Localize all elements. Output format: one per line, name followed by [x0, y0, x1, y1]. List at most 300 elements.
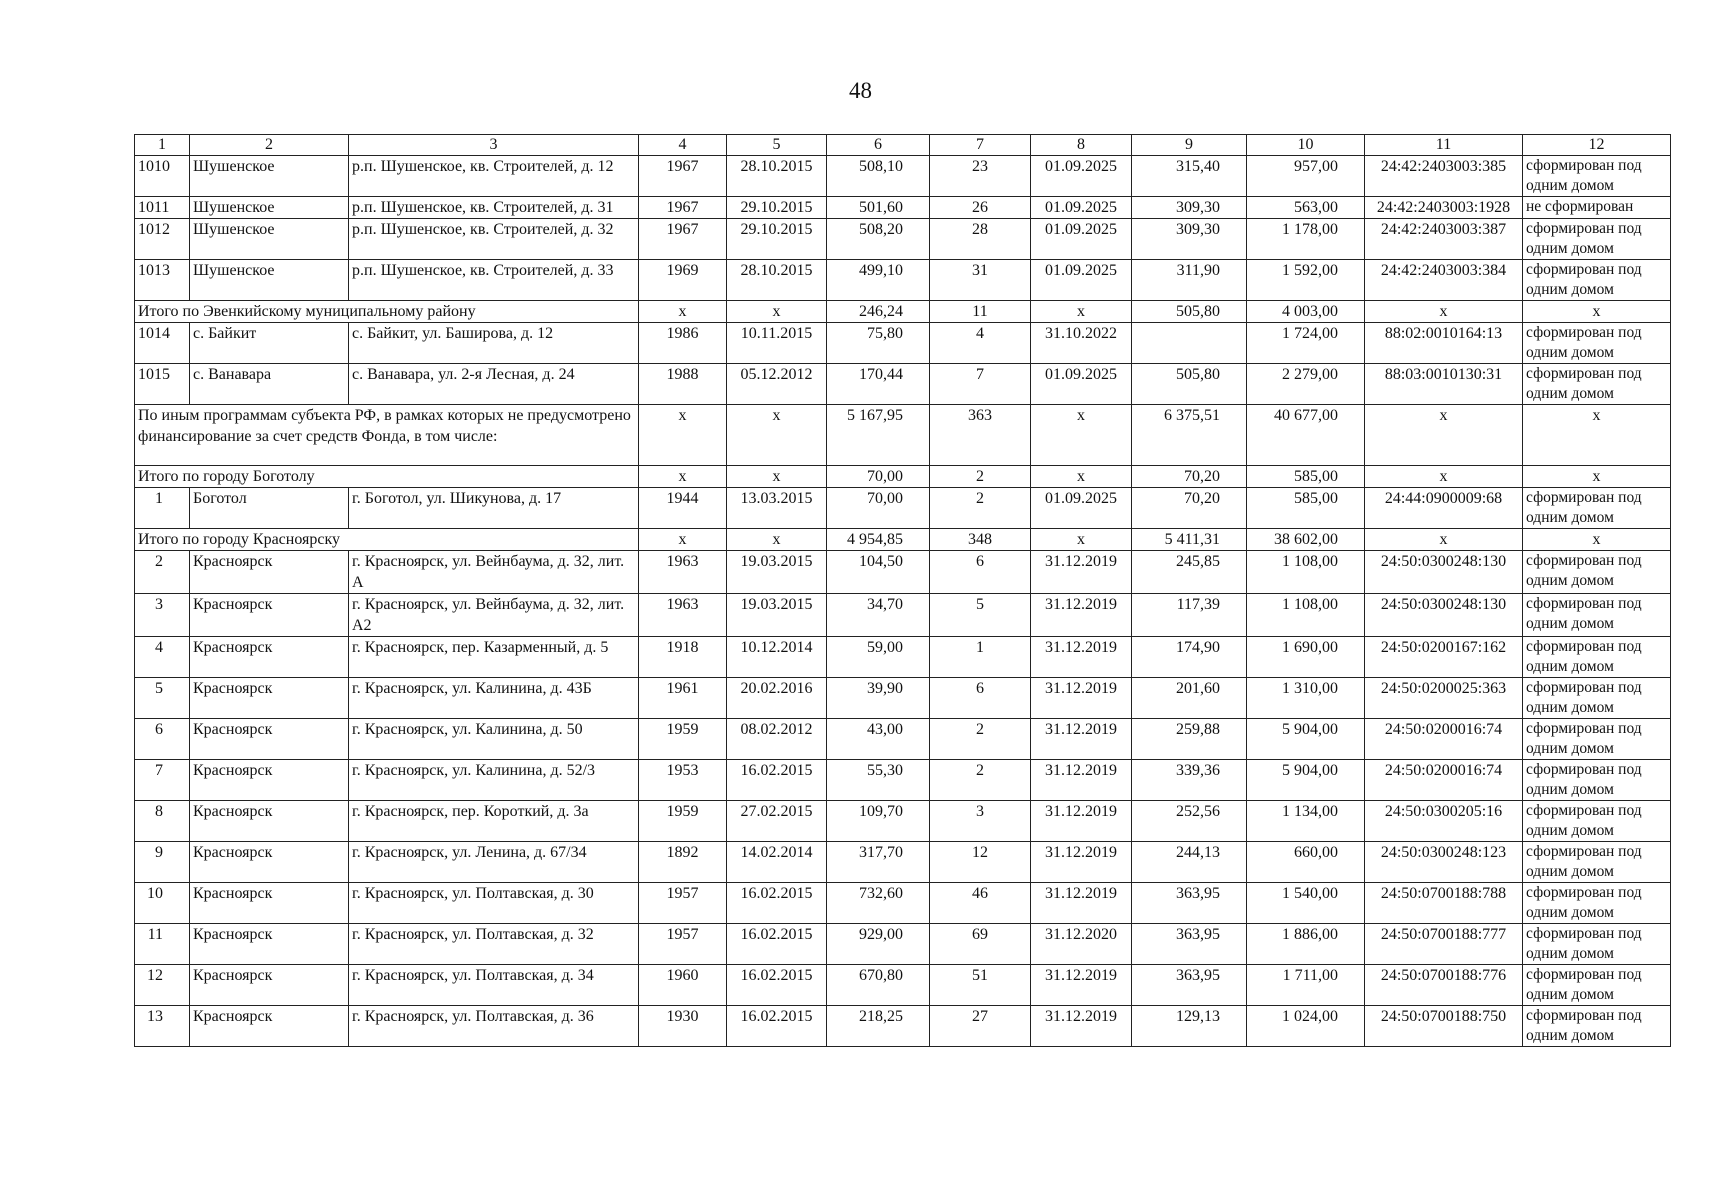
- table-cell: 26: [930, 197, 1031, 219]
- table-cell: 24:50:0200016:74: [1365, 760, 1523, 801]
- table-cell: 31.12.2019: [1031, 719, 1132, 760]
- table-cell: 31.12.2019: [1031, 1006, 1132, 1047]
- table-cell: 309,30: [1132, 197, 1247, 219]
- table-cell: 1986: [639, 323, 727, 364]
- table-cell: 1 310,00: [1247, 678, 1365, 719]
- table-cell: 31.12.2019: [1031, 965, 1132, 1006]
- table-cell: 1918: [639, 637, 727, 678]
- table-row: [135, 883, 1671, 924]
- table-cell: Красноярск: [190, 842, 349, 883]
- table-cell: 1963: [639, 551, 727, 594]
- table-cell: 1967: [639, 197, 727, 219]
- table-cell: 1960: [639, 965, 727, 1006]
- table-cell: 12: [930, 842, 1031, 883]
- table-cell: 363,95: [1132, 965, 1247, 1006]
- table-cell: 1014: [135, 323, 190, 364]
- table-cell: 174,90: [1132, 637, 1247, 678]
- table-cell: с. Байкит, ул. Баширова, д. 12: [349, 323, 639, 364]
- table-cell: 88:02:0010164:13: [1365, 323, 1523, 364]
- table-cell: Красноярск: [190, 924, 349, 965]
- table-row: [135, 197, 1671, 219]
- table-cell: 505,80: [1132, 364, 1247, 405]
- subtotal-label: Итого по городу Боготолу: [135, 466, 639, 488]
- table-cell: 3: [930, 801, 1031, 842]
- table-cell: 70,20: [1132, 466, 1247, 488]
- table-row: [135, 760, 1671, 801]
- table-cell: 6: [930, 678, 1031, 719]
- table-cell: 1963: [639, 594, 727, 637]
- table-cell: x: [727, 529, 827, 551]
- table-cell: 31.12.2019: [1031, 760, 1132, 801]
- table-cell: x: [1523, 529, 1671, 551]
- table-cell: 29.10.2015: [727, 219, 827, 260]
- table-cell: 339,36: [1132, 760, 1247, 801]
- table-cell: 4 954,85: [827, 529, 930, 551]
- table-cell: 1953: [639, 760, 727, 801]
- table-cell: 31.12.2019: [1031, 678, 1132, 719]
- table-cell: 24:42:2403003:384: [1365, 260, 1523, 301]
- table-cell: 1969: [639, 260, 727, 301]
- table-cell: 4 003,00: [1247, 301, 1365, 323]
- table-cell: сформирован под одним домом: [1523, 842, 1671, 883]
- column-number: 2: [190, 135, 349, 156]
- table-cell: 11: [930, 301, 1031, 323]
- table-cell: 05.12.2012: [727, 364, 827, 405]
- table-cell: 201,60: [1132, 678, 1247, 719]
- subtotal-row: [135, 405, 1671, 466]
- table-cell: 5 904,00: [1247, 760, 1365, 801]
- table-cell: 24:44:0900009:68: [1365, 488, 1523, 529]
- table-cell: 660,00: [1247, 842, 1365, 883]
- table-cell: 508,10: [827, 156, 930, 197]
- table-cell: x: [1031, 301, 1132, 323]
- table-cell: сформирован под одним домом: [1523, 323, 1671, 364]
- table-cell: г. Красноярск, пер. Казарменный, д. 5: [349, 637, 639, 678]
- table-cell: 1012: [135, 219, 190, 260]
- table-cell: 259,88: [1132, 719, 1247, 760]
- table-cell: 252,56: [1132, 801, 1247, 842]
- table-cell: 5: [135, 678, 190, 719]
- table-cell: 244,13: [1132, 842, 1247, 883]
- table-cell: 2: [930, 466, 1031, 488]
- table-cell: 4: [135, 637, 190, 678]
- table-cell: 69: [930, 924, 1031, 965]
- table-cell: 5: [930, 594, 1031, 637]
- table-cell: 01.09.2025: [1031, 260, 1132, 301]
- table-cell: 1988: [639, 364, 727, 405]
- table-cell: 29.10.2015: [727, 197, 827, 219]
- table-cell: 109,70: [827, 801, 930, 842]
- table-cell: 929,00: [827, 924, 930, 965]
- table-cell: г. Красноярск, ул. Калинина, д. 43Б: [349, 678, 639, 719]
- table-cell: 1 690,00: [1247, 637, 1365, 678]
- table-cell: 01.09.2025: [1031, 219, 1132, 260]
- table-cell: 317,70: [827, 842, 930, 883]
- table-cell: 8: [135, 801, 190, 842]
- table-row: [135, 156, 1671, 197]
- table-cell: 24:50:0700188:777: [1365, 924, 1523, 965]
- table-cell: Красноярск: [190, 551, 349, 594]
- subtotal-label: Итого по городу Красноярску: [135, 529, 639, 551]
- table-cell: 315,40: [1132, 156, 1247, 197]
- table-cell: 501,60: [827, 197, 930, 219]
- subtotal-row: [135, 529, 1671, 551]
- table-cell: 24:42:2403003:387: [1365, 219, 1523, 260]
- table-cell: 31.12.2020: [1031, 924, 1132, 965]
- table-cell: сформирован под одним домом: [1523, 156, 1671, 197]
- table-cell: 1 024,00: [1247, 1006, 1365, 1047]
- table-cell: 7: [135, 760, 190, 801]
- table-cell: 20.02.2016: [727, 678, 827, 719]
- table-cell: Боготол: [190, 488, 349, 529]
- table-cell: Красноярск: [190, 719, 349, 760]
- table-cell: 1: [930, 637, 1031, 678]
- table-cell: р.п. Шушенское, кв. Строителей, д. 32: [349, 219, 639, 260]
- table-cell: г. Красноярск, пер. Короткий, д. 3а: [349, 801, 639, 842]
- table-cell: 55,30: [827, 760, 930, 801]
- table-cell: 957,00: [1247, 156, 1365, 197]
- table-cell: 01.09.2025: [1031, 197, 1132, 219]
- column-number: 3: [349, 135, 639, 156]
- table-cell: 31.12.2019: [1031, 883, 1132, 924]
- table-cell: x: [1031, 405, 1132, 466]
- table-cell: x: [639, 301, 727, 323]
- table-cell: 70,20: [1132, 488, 1247, 529]
- table-cell: Красноярск: [190, 965, 349, 1006]
- table-cell: 28.10.2015: [727, 156, 827, 197]
- table-cell: 38 602,00: [1247, 529, 1365, 551]
- table-cell: [1132, 323, 1247, 364]
- table-cell: x: [727, 405, 827, 466]
- table-cell: 31.10.2022: [1031, 323, 1132, 364]
- table-cell: 348: [930, 529, 1031, 551]
- table-cell: 46: [930, 883, 1031, 924]
- table-cell: 10.12.2014: [727, 637, 827, 678]
- table-cell: р.п. Шушенское, кв. Строителей, д. 12: [349, 156, 639, 197]
- table-cell: сформирован под одним домом: [1523, 883, 1671, 924]
- table-cell: 31.12.2019: [1031, 551, 1132, 594]
- page-number: 48: [849, 78, 872, 103]
- table-cell: сформирован под одним домом: [1523, 760, 1671, 801]
- table-cell: 31.12.2019: [1031, 801, 1132, 842]
- table-row: [135, 260, 1671, 301]
- table-cell: 59,00: [827, 637, 930, 678]
- table-cell: 6: [930, 551, 1031, 594]
- table-cell: 31.12.2019: [1031, 842, 1132, 883]
- table-cell: x: [1365, 301, 1523, 323]
- table-cell: 24:50:0300248:130: [1365, 551, 1523, 594]
- table-row: [135, 842, 1671, 883]
- table-cell: 6: [135, 719, 190, 760]
- table-cell: 34,70: [827, 594, 930, 637]
- table-row: [135, 1006, 1671, 1047]
- table-cell: 51: [930, 965, 1031, 1006]
- table-cell: 1010: [135, 156, 190, 197]
- table-cell: сформирован под одним домом: [1523, 219, 1671, 260]
- table-cell: сформирован под одним домом: [1523, 488, 1671, 529]
- table-cell: Красноярск: [190, 1006, 349, 1047]
- table-cell: 1930: [639, 1006, 727, 1047]
- table-cell: сформирован под одним домом: [1523, 594, 1671, 637]
- table-cell: 7: [930, 364, 1031, 405]
- table-cell: сформирован под одним домом: [1523, 801, 1671, 842]
- column-number: 1: [135, 135, 190, 156]
- table-cell: 16.02.2015: [727, 1006, 827, 1047]
- table-cell: 24:50:0300248:123: [1365, 842, 1523, 883]
- housing-table: [134, 134, 1671, 1047]
- table-cell: не сформирован: [1523, 197, 1671, 219]
- table-cell: x: [1031, 466, 1132, 488]
- table-cell: 16.02.2015: [727, 883, 827, 924]
- table-cell: 563,00: [1247, 197, 1365, 219]
- table-cell: 9: [135, 842, 190, 883]
- table-cell: 01.09.2025: [1031, 488, 1132, 529]
- table-cell: 2: [930, 488, 1031, 529]
- table-cell: 1957: [639, 883, 727, 924]
- table-cell: x: [727, 466, 827, 488]
- table-cell: 70,00: [827, 466, 930, 488]
- table-row: [135, 924, 1671, 965]
- table-cell: 1 178,00: [1247, 219, 1365, 260]
- table-cell: 24:50:0700188:788: [1365, 883, 1523, 924]
- table-cell: 14.02.2014: [727, 842, 827, 883]
- table-cell: 1 540,00: [1247, 883, 1365, 924]
- table-cell: 1 724,00: [1247, 323, 1365, 364]
- table-row: [135, 488, 1671, 529]
- column-number: 4: [639, 135, 727, 156]
- table-cell: с. Байкит: [190, 323, 349, 364]
- table-row: [135, 219, 1671, 260]
- table-cell: 1 108,00: [1247, 551, 1365, 594]
- table-cell: сформирован под одним домом: [1523, 965, 1671, 1006]
- table-cell: 19.03.2015: [727, 594, 827, 637]
- table-cell: x: [1365, 466, 1523, 488]
- table-cell: р.п. Шушенское, кв. Строителей, д. 31: [349, 197, 639, 219]
- table-cell: 19.03.2015: [727, 551, 827, 594]
- subtotal-row: [135, 301, 1671, 323]
- subtotal-row: [135, 466, 1671, 488]
- table-cell: 1 134,00: [1247, 801, 1365, 842]
- table-cell: 28: [930, 219, 1031, 260]
- table-cell: 1959: [639, 719, 727, 760]
- table-cell: 1944: [639, 488, 727, 529]
- table-cell: 01.09.2025: [1031, 156, 1132, 197]
- table-cell: г. Красноярск, ул. Полтавская, д. 32: [349, 924, 639, 965]
- table-cell: Шушенское: [190, 197, 349, 219]
- table-cell: Красноярск: [190, 637, 349, 678]
- table-cell: 88:03:0010130:31: [1365, 364, 1523, 405]
- column-number: 7: [930, 135, 1031, 156]
- table-cell: 24:50:0200167:162: [1365, 637, 1523, 678]
- table-cell: 24:50:0700188:776: [1365, 965, 1523, 1006]
- table-cell: сформирован под одним домом: [1523, 924, 1671, 965]
- table-cell: 10.11.2015: [727, 323, 827, 364]
- table-cell: 24:50:0200016:74: [1365, 719, 1523, 760]
- table-cell: сформирован под одним домом: [1523, 260, 1671, 301]
- column-number: 9: [1132, 135, 1247, 156]
- table-cell: 1959: [639, 801, 727, 842]
- table-cell: 363: [930, 405, 1031, 466]
- table-cell: 505,80: [1132, 301, 1247, 323]
- table-cell: 24:50:0300205:16: [1365, 801, 1523, 842]
- table-cell: г. Боготол, ул. Шикунова, д. 17: [349, 488, 639, 529]
- table-cell: Шушенское: [190, 156, 349, 197]
- column-number-row: [135, 135, 1671, 156]
- table-cell: 1 592,00: [1247, 260, 1365, 301]
- table-cell: 27.02.2015: [727, 801, 827, 842]
- table-cell: 2: [930, 719, 1031, 760]
- column-number: 12: [1523, 135, 1671, 156]
- table-row: [135, 364, 1671, 405]
- table-cell: 1 108,00: [1247, 594, 1365, 637]
- table-cell: 1015: [135, 364, 190, 405]
- table-cell: 218,25: [827, 1006, 930, 1047]
- table-cell: 104,50: [827, 551, 930, 594]
- table-cell: г. Красноярск, ул. Полтавская, д. 36: [349, 1006, 639, 1047]
- subtotal-label: По иным программам субъекта РФ, в рамках которых не предусмотрено финансирование за счет средств Фонда, в том числе:: [135, 405, 639, 466]
- table-cell: 13: [135, 1006, 190, 1047]
- table-cell: 2: [930, 760, 1031, 801]
- table-cell: г. Красноярск, ул. Полтавская, д. 30: [349, 883, 639, 924]
- column-number: 6: [827, 135, 930, 156]
- table-cell: 24:42:2403003:1928: [1365, 197, 1523, 219]
- table-cell: 1967: [639, 156, 727, 197]
- table-cell: 4: [930, 323, 1031, 364]
- table-cell: 40 677,00: [1247, 405, 1365, 466]
- table-row: [135, 637, 1671, 678]
- column-number: 10: [1247, 135, 1365, 156]
- table-cell: Шушенское: [190, 219, 349, 260]
- table-cell: 1 711,00: [1247, 965, 1365, 1006]
- table-cell: сформирован под одним домом: [1523, 364, 1671, 405]
- table-cell: Шушенское: [190, 260, 349, 301]
- table-cell: 23: [930, 156, 1031, 197]
- column-number: 8: [1031, 135, 1132, 156]
- table-cell: 11: [135, 924, 190, 965]
- table-cell: 5 167,95: [827, 405, 930, 466]
- table-row: [135, 678, 1671, 719]
- table-cell: x: [639, 466, 727, 488]
- table-cell: 311,90: [1132, 260, 1247, 301]
- table-cell: 31: [930, 260, 1031, 301]
- table-cell: Красноярск: [190, 678, 349, 719]
- table-cell: x: [639, 529, 727, 551]
- table-cell: 732,60: [827, 883, 930, 924]
- table-row: [135, 551, 1671, 594]
- table-cell: 363,95: [1132, 883, 1247, 924]
- table-cell: г. Красноярск, ул. Калинина, д. 50: [349, 719, 639, 760]
- table-row: [135, 594, 1671, 637]
- table-cell: г. Красноярск, ул. Полтавская, д. 34: [349, 965, 639, 1006]
- table-cell: 5 411,31: [1132, 529, 1247, 551]
- table-cell: 24:42:2403003:385: [1365, 156, 1523, 197]
- table-cell: 117,39: [1132, 594, 1247, 637]
- table-cell: 5 904,00: [1247, 719, 1365, 760]
- table-row: [135, 719, 1671, 760]
- table-cell: x: [727, 301, 827, 323]
- table-cell: сформирован под одним домом: [1523, 719, 1671, 760]
- table-cell: 1 886,00: [1247, 924, 1365, 965]
- table-cell: 43,00: [827, 719, 930, 760]
- column-number: 5: [727, 135, 827, 156]
- table-row: [135, 323, 1671, 364]
- table-cell: 1957: [639, 924, 727, 965]
- table-cell: x: [1031, 529, 1132, 551]
- table-cell: 24:50:0700188:750: [1365, 1006, 1523, 1047]
- table-cell: 24:50:0300248:130: [1365, 594, 1523, 637]
- table-row: [135, 801, 1671, 842]
- table-row: [135, 965, 1671, 1006]
- table-cell: 508,20: [827, 219, 930, 260]
- table-cell: 670,80: [827, 965, 930, 1006]
- table-cell: 27: [930, 1006, 1031, 1047]
- table-cell: 1961: [639, 678, 727, 719]
- table-cell: 170,44: [827, 364, 930, 405]
- table-cell: 1892: [639, 842, 727, 883]
- table-cell: 16.02.2015: [727, 760, 827, 801]
- table-cell: Красноярск: [190, 883, 349, 924]
- table-cell: 585,00: [1247, 488, 1365, 529]
- table-cell: Красноярск: [190, 760, 349, 801]
- table-cell: сформирован под одним домом: [1523, 551, 1671, 594]
- table-cell: 245,85: [1132, 551, 1247, 594]
- table-cell: 12: [135, 965, 190, 1006]
- table-cell: г. Красноярск, ул. Вейнбаума, д. 32, лит. А: [349, 551, 639, 594]
- table-cell: 70,00: [827, 488, 930, 529]
- table-cell: с. Ванавара: [190, 364, 349, 405]
- table-cell: 13.03.2015: [727, 488, 827, 529]
- table-cell: г. Красноярск, ул. Ленина, д. 67/34: [349, 842, 639, 883]
- table-cell: 246,24: [827, 301, 930, 323]
- table-cell: 28.10.2015: [727, 260, 827, 301]
- table-cell: x: [1365, 529, 1523, 551]
- table-cell: 08.02.2012: [727, 719, 827, 760]
- table-cell: 1967: [639, 219, 727, 260]
- column-number: 11: [1365, 135, 1523, 156]
- table-cell: x: [639, 405, 727, 466]
- table-cell: 31.12.2019: [1031, 637, 1132, 678]
- table-cell: 363,95: [1132, 924, 1247, 965]
- table-cell: 75,80: [827, 323, 930, 364]
- table-cell: р.п. Шушенское, кв. Строителей, д. 33: [349, 260, 639, 301]
- table-cell: 6 375,51: [1132, 405, 1247, 466]
- table-cell: 16.02.2015: [727, 924, 827, 965]
- table-cell: г. Красноярск, ул. Вейнбаума, д. 32, лит. А2: [349, 594, 639, 637]
- table-cell: x: [1523, 466, 1671, 488]
- table-cell: x: [1523, 301, 1671, 323]
- table-cell: 24:50:0200025:363: [1365, 678, 1523, 719]
- table-cell: x: [1523, 405, 1671, 466]
- table-cell: 2 279,00: [1247, 364, 1365, 405]
- table-cell: сформирован под одним домом: [1523, 1006, 1671, 1047]
- table-cell: 31.12.2019: [1031, 594, 1132, 637]
- table-cell: 16.02.2015: [727, 965, 827, 1006]
- table-cell: с. Ванавара, ул. 2-я Лесная, д. 24: [349, 364, 639, 405]
- table-cell: 2: [135, 551, 190, 594]
- table-cell: x: [1365, 405, 1523, 466]
- table-cell: сформирован под одним домом: [1523, 637, 1671, 678]
- table-cell: 585,00: [1247, 466, 1365, 488]
- table-cell: 129,13: [1132, 1006, 1247, 1047]
- table-cell: 499,10: [827, 260, 930, 301]
- table-cell: г. Красноярск, ул. Калинина, д. 52/3: [349, 760, 639, 801]
- table-cell: Красноярск: [190, 801, 349, 842]
- table-cell: сформирован под одним домом: [1523, 678, 1671, 719]
- table-cell: 01.09.2025: [1031, 364, 1132, 405]
- table-cell: 10: [135, 883, 190, 924]
- table-cell: 309,30: [1132, 219, 1247, 260]
- table-cell: 1013: [135, 260, 190, 301]
